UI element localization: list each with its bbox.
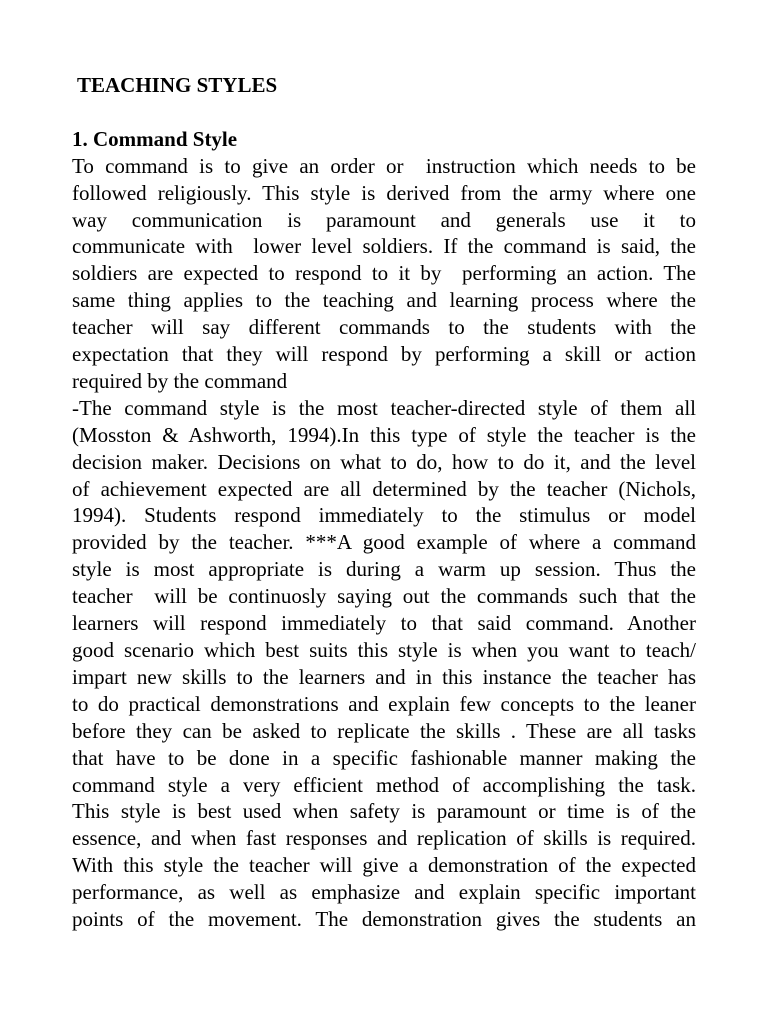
- text-line: provided by the teacher. ***A good example of where a command: [72, 530, 696, 555]
- text-line: -The command style is the most teacher-directed style of them all: [72, 395, 696, 420]
- text-line: way communication is paramount and generals use it to: [72, 207, 696, 232]
- document-page: [72, 72, 696, 933]
- text-line: 1994). Students respond immediately to the stimulus or model: [72, 503, 696, 528]
- text-line: required by the command: [72, 368, 288, 393]
- text-line: followed religiously. This style is derived from the army where one: [72, 180, 696, 205]
- text-line: style is most appropriate is during a warm up session. Thus the: [72, 557, 696, 582]
- text-line: This style is best used when safety is paramount or time is of the: [72, 799, 696, 824]
- text-line: essence, and when fast responses and replication of skills is required.: [72, 826, 696, 851]
- text-line: of achievement expected are all determined by the teacher (Nichols,: [72, 476, 696, 501]
- text-line: same thing applies to the teaching and learning process where the: [72, 288, 696, 313]
- text-line: (Mosston & Ashworth, 1994).In this type of style the teacher is the: [72, 422, 696, 447]
- text-line: expectation that they will respond by performing a skill or action: [72, 342, 696, 367]
- text-line: before they can be asked to replicate the skills . These are all tasks: [72, 718, 696, 743]
- text-line: that have to be done in a specific fashionable manner making the: [72, 745, 696, 770]
- text-line: learners will respond immediately to that said command. Another: [72, 611, 696, 636]
- section-heading: 1. Command Style: [72, 126, 238, 151]
- paragraph-1: [72, 153, 696, 395]
- text-line: teacher will say different commands to the students with the: [72, 315, 696, 340]
- text-line: communicate with lower level soldiers. If the command is said, the: [72, 234, 696, 259]
- text-line: soldiers are expected to respond to it by performing an action. The: [72, 261, 696, 286]
- text-line: points of the movement. The demonstration gives the students an: [72, 907, 696, 932]
- paragraph-2: [72, 395, 696, 933]
- text-line: With this style the teacher will give a demonstration of the expected: [72, 853, 696, 878]
- text-line: To command is to give an order or instruction which needs to be: [72, 153, 696, 178]
- text-line: to do practical demonstrations and explain few concepts to the leaner: [72, 691, 696, 716]
- title-spacer: [72, 99, 696, 126]
- text-line: good scenario which best suits this style is when you want to teach/: [72, 638, 696, 663]
- text-line: command style a very efficient method of accomplishing the task.: [72, 772, 696, 797]
- document-title: TEACHING STYLES: [77, 73, 278, 97]
- text-line: teacher will be continuosly saying out the commands such that the: [72, 584, 696, 609]
- text-line: decision maker. Decisions on what to do, how to do it, and the level: [72, 449, 696, 474]
- text-line: impart new skills to the learners and in this instance the teacher has: [72, 664, 696, 689]
- text-line: performance, as well as emphasize and explain specific important: [72, 880, 696, 905]
